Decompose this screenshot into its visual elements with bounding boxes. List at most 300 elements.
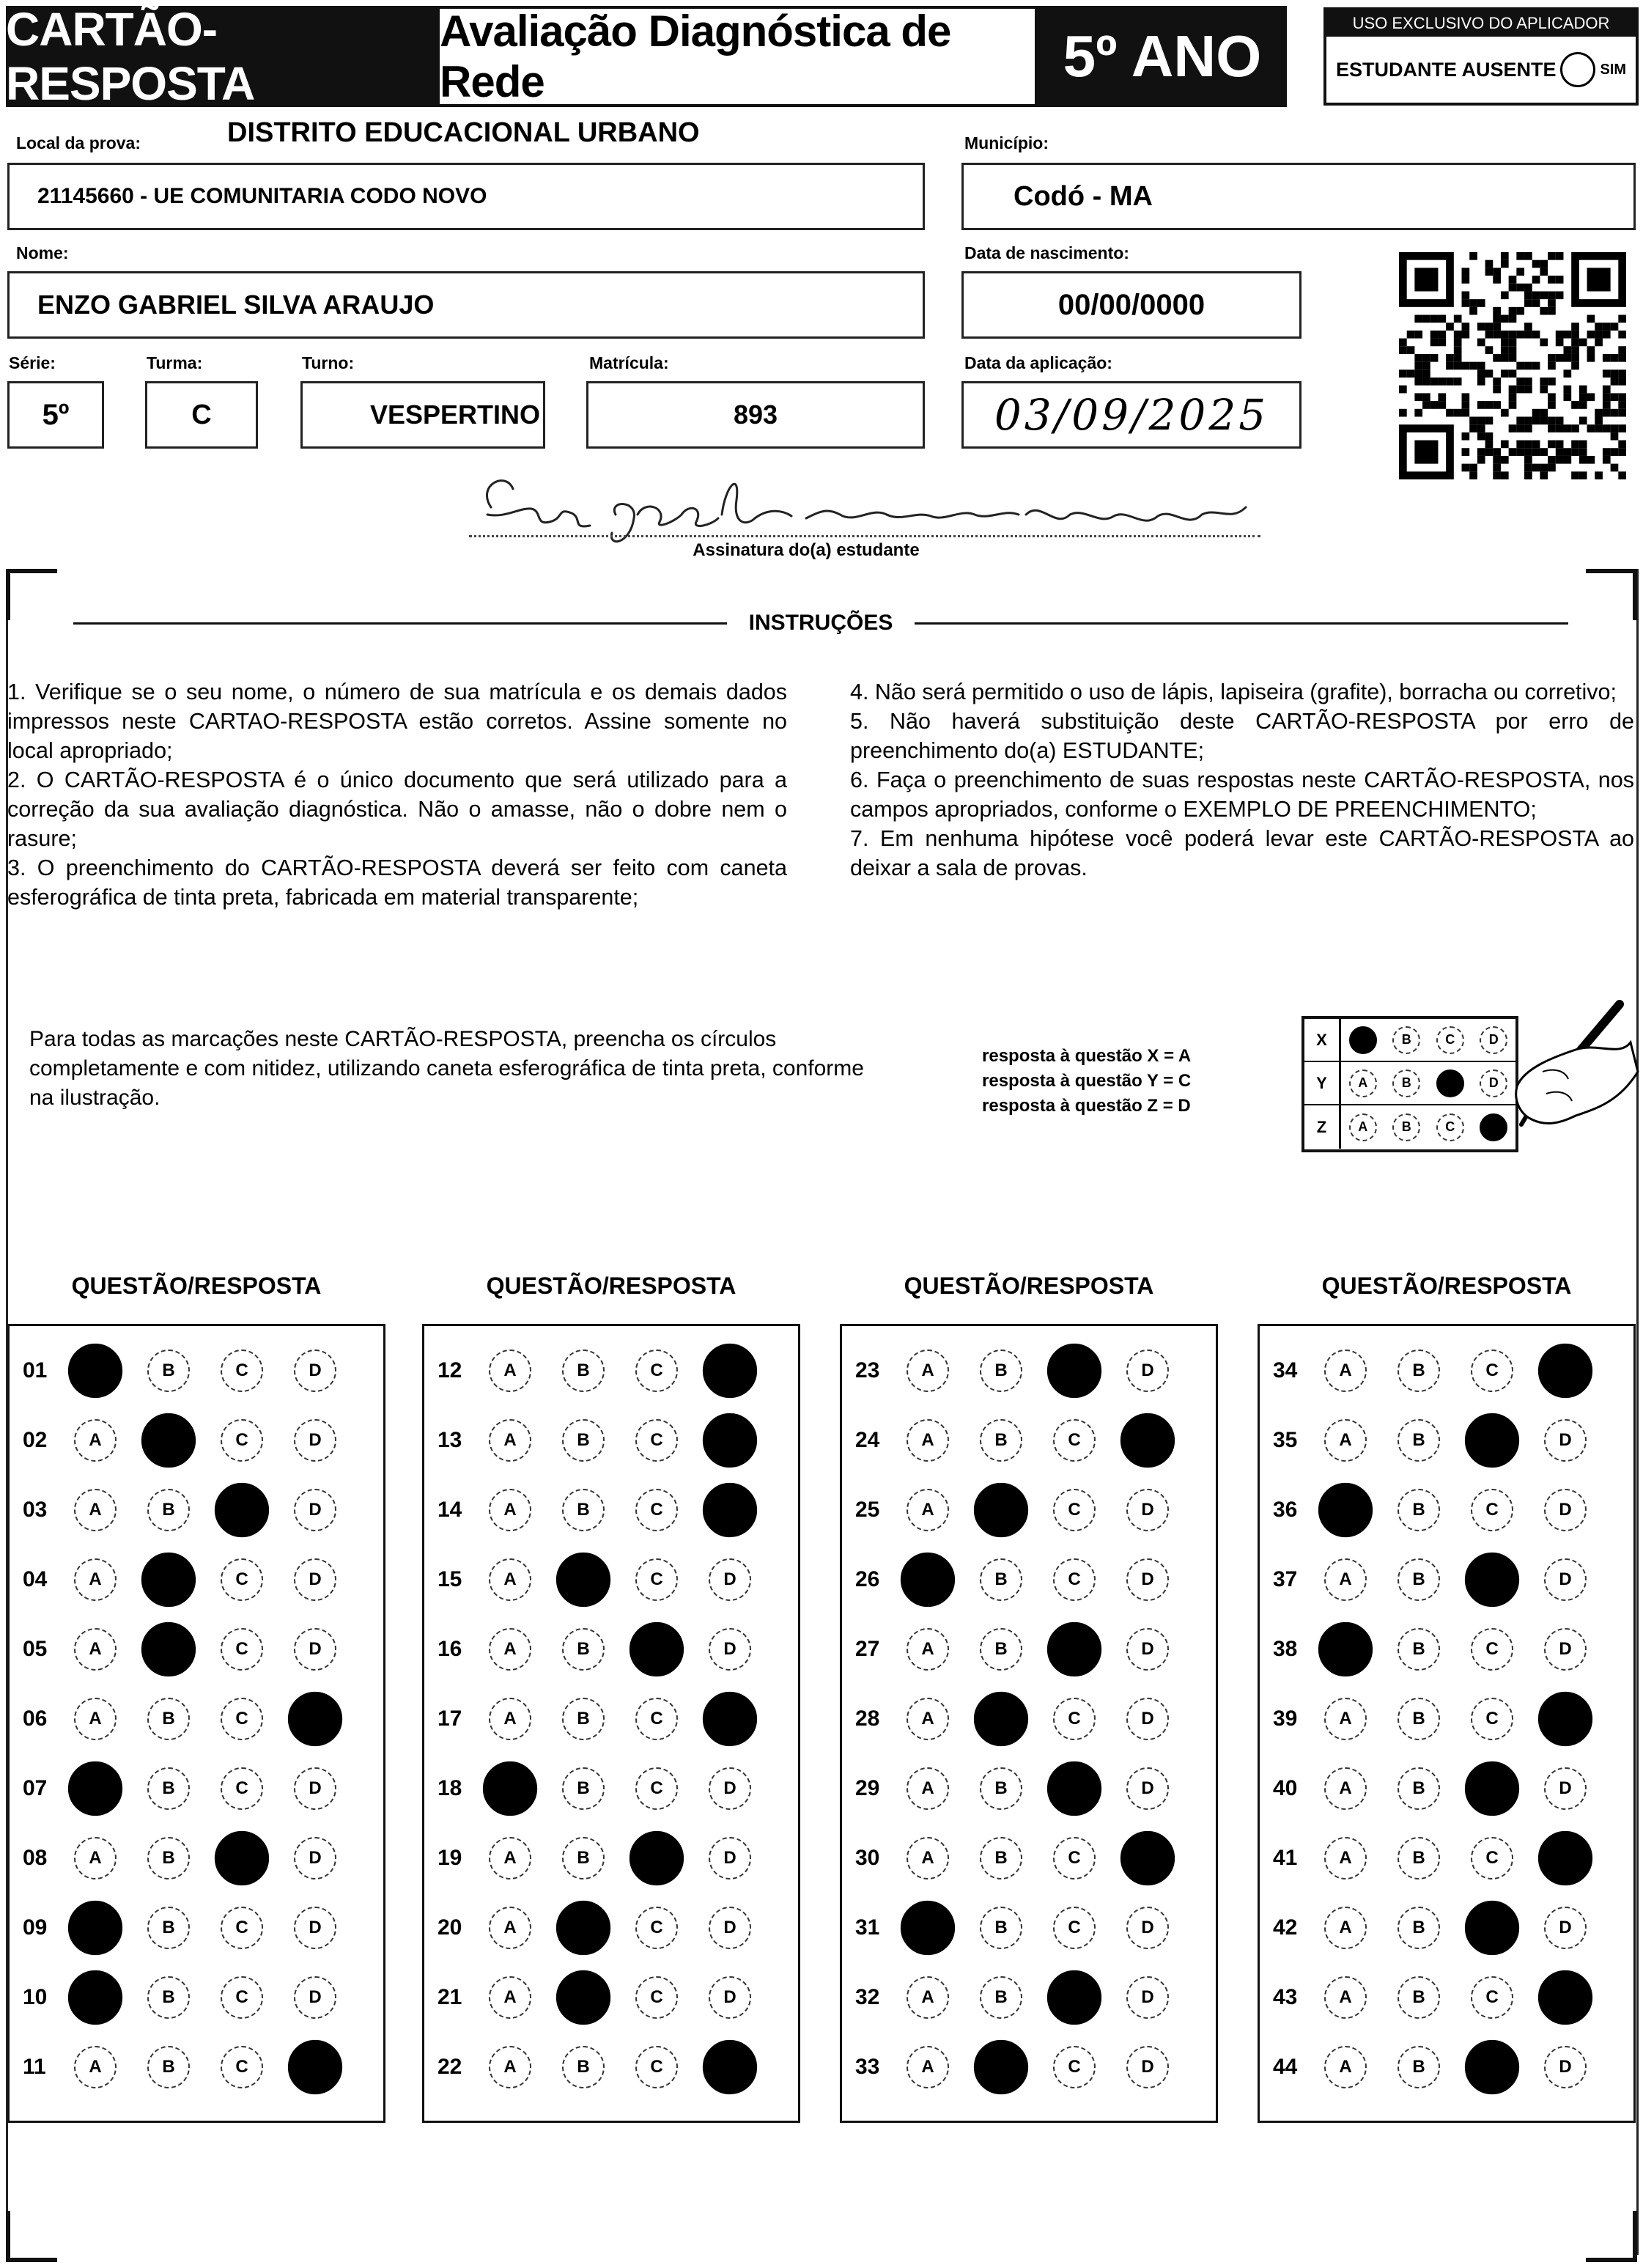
answer-bubble-a[interactable]: A bbox=[907, 1628, 949, 1671]
question-number: 44 bbox=[1273, 2055, 1298, 2079]
answer-bubble-d[interactable] bbox=[1120, 1831, 1175, 1885]
answer-bubble-c[interactable] bbox=[1465, 1413, 1519, 1468]
answer-bubble-d[interactable]: D bbox=[709, 1628, 751, 1671]
answer-bubble-c[interactable]: C bbox=[1053, 1558, 1096, 1601]
question-number: 39 bbox=[1273, 1706, 1298, 1731]
signature-line bbox=[469, 535, 1260, 537]
answer-bubble-a[interactable]: A bbox=[74, 1558, 117, 1601]
answer-bubble-c[interactable]: C bbox=[1471, 1350, 1513, 1392]
instructions-left bbox=[7, 677, 787, 912]
answer-bubble-c[interactable]: C bbox=[221, 1907, 263, 1949]
question-number: 18 bbox=[437, 1776, 462, 1800]
question-row bbox=[424, 1545, 798, 1614]
question-number: 43 bbox=[1273, 1985, 1298, 2009]
answer-bubble-b[interactable]: B bbox=[147, 1350, 190, 1392]
answer-bubble-a[interactable]: A bbox=[489, 1558, 531, 1601]
answer-bubble-c[interactable]: C bbox=[1471, 1698, 1513, 1740]
answer-bubble-b[interactable]: B bbox=[980, 1419, 1022, 1462]
answer-bubble-b[interactable]: B bbox=[562, 1698, 605, 1740]
answer-bubble-a[interactable]: A bbox=[907, 1837, 949, 1879]
answer-bubble-c[interactable]: C bbox=[1053, 1837, 1096, 1879]
answer-bubble-d[interactable]: D bbox=[1126, 1767, 1169, 1810]
applicator-box bbox=[1323, 7, 1639, 106]
answer-bubble-d[interactable]: D bbox=[1544, 1907, 1587, 1949]
answer-bubble-a[interactable]: A bbox=[489, 2046, 531, 2088]
question-row bbox=[10, 1615, 383, 1684]
absent-checkbox[interactable] bbox=[1560, 52, 1595, 87]
answer-bubble-d[interactable] bbox=[1538, 1970, 1592, 2025]
answer-bubble-b[interactable]: B bbox=[980, 1976, 1022, 2019]
answer-bubble-a[interactable]: A bbox=[1324, 1837, 1367, 1879]
answer-bubble-b[interactable]: B bbox=[562, 1837, 605, 1879]
answer-bubble-a[interactable]: A bbox=[907, 1767, 949, 1810]
answer-bubble-b[interactable]: B bbox=[1398, 1489, 1440, 1531]
answer-bubble-a[interactable]: A bbox=[74, 1419, 117, 1462]
question-row bbox=[842, 1963, 1216, 2032]
answer-bubble-a[interactable]: A bbox=[907, 1350, 949, 1392]
question-number: 06 bbox=[23, 1706, 48, 1731]
answer-bubble-c[interactable]: C bbox=[1471, 1628, 1513, 1671]
question-row bbox=[10, 1336, 383, 1405]
question-row bbox=[10, 1406, 383, 1475]
answer-bubble-c[interactable] bbox=[1465, 1761, 1519, 1816]
matricula-field: 893 bbox=[586, 381, 925, 449]
answer-bubble-c[interactable]: C bbox=[1053, 1698, 1096, 1740]
question-number: 05 bbox=[23, 1637, 48, 1661]
question-number: 30 bbox=[855, 1846, 880, 1870]
column-title: QUESTÃO/RESPOSTA bbox=[486, 1273, 736, 1299]
answer-bubble-d[interactable]: D bbox=[1126, 1558, 1169, 1601]
example-bubble: B bbox=[1392, 1069, 1420, 1097]
question-row bbox=[10, 1685, 383, 1753]
question-number: 41 bbox=[1273, 1846, 1298, 1870]
example-bubble: C bbox=[1436, 1026, 1464, 1054]
answer-bubble-a[interactable] bbox=[1318, 1483, 1373, 1537]
answer-bubble-c[interactable]: C bbox=[635, 2046, 678, 2088]
example-bubble: B bbox=[1392, 1026, 1420, 1054]
answer-bubble-b[interactable] bbox=[974, 1483, 1028, 1537]
answer-bubble-d[interactable]: D bbox=[1544, 1558, 1587, 1601]
answer-bubble-a[interactable]: A bbox=[907, 1698, 949, 1740]
question-row bbox=[1260, 1545, 1633, 1614]
answer-bubble-d[interactable]: D bbox=[709, 1837, 751, 1879]
answer-bubble-c[interactable]: C bbox=[1053, 1489, 1096, 1531]
answer-bubble-c[interactable]: C bbox=[635, 1907, 678, 1949]
municipio-field: Codó - MA bbox=[961, 163, 1636, 230]
question-row bbox=[424, 1963, 798, 2032]
answer-column bbox=[422, 1324, 800, 2123]
answer-bubble-d[interactable]: D bbox=[294, 1976, 336, 2019]
question-number: 14 bbox=[437, 1498, 462, 1522]
answer-bubble-d[interactable] bbox=[703, 1344, 757, 1398]
answer-bubble-b[interactable]: B bbox=[980, 1837, 1022, 1879]
answer-bubble-d[interactable]: D bbox=[1126, 1907, 1169, 1949]
answer-bubble-c[interactable]: C bbox=[221, 2046, 263, 2088]
instruction-2: 2. O CARTÃO-RESPOSTA é o único documento que será utilizado para a correção da sua avaliação diagnóstica. Não o amasse, não o dobre nem o rasure; bbox=[7, 767, 787, 851]
answer-bubble-c[interactable] bbox=[1047, 1344, 1101, 1398]
answer-bubble-c[interactable] bbox=[1047, 1761, 1101, 1816]
answer-bubble-c[interactable]: C bbox=[1471, 1489, 1513, 1531]
answer-bubble-a[interactable]: A bbox=[1324, 1558, 1367, 1601]
answer-bubble-a[interactable] bbox=[68, 1970, 122, 2025]
answer-bubble-a[interactable]: A bbox=[907, 1489, 949, 1531]
answer-bubble-d[interactable]: D bbox=[294, 1419, 336, 1462]
answer-bubble-a[interactable]: A bbox=[489, 1350, 531, 1392]
question-number: 24 bbox=[855, 1428, 880, 1452]
answer-bubble-d[interactable] bbox=[703, 1413, 757, 1468]
answer-bubble-b[interactable]: B bbox=[1398, 2046, 1440, 2088]
question-row bbox=[842, 1406, 1216, 1475]
answer-bubble-a[interactable]: A bbox=[489, 1419, 531, 1462]
question-number: 28 bbox=[855, 1706, 880, 1731]
answer-bubble-b[interactable]: B bbox=[562, 1419, 605, 1462]
example-bubble: B bbox=[1392, 1113, 1420, 1141]
answer-bubble-b[interactable]: B bbox=[980, 1558, 1022, 1601]
answer-bubble-a[interactable]: A bbox=[1324, 1698, 1367, 1740]
question-row bbox=[1260, 1476, 1633, 1544]
answer-bubble-a[interactable]: A bbox=[489, 1907, 531, 1949]
answer-bubble-b[interactable]: B bbox=[1398, 1837, 1440, 1879]
answer-bubble-a[interactable]: A bbox=[1324, 1767, 1367, 1810]
answer-bubble-d[interactable]: D bbox=[294, 1489, 336, 1531]
question-number: 29 bbox=[855, 1776, 880, 1800]
answer-bubble-b[interactable] bbox=[141, 1622, 196, 1676]
answer-bubble-d[interactable] bbox=[288, 1692, 342, 1746]
question-number: 01 bbox=[23, 1358, 48, 1382]
answer-column bbox=[840, 1324, 1218, 2123]
answer-bubble-c[interactable]: C bbox=[635, 1350, 678, 1392]
answer-bubble-c[interactable]: C bbox=[221, 1698, 263, 1740]
serie-field: 5º bbox=[7, 381, 104, 449]
answer-bubble-d[interactable] bbox=[703, 1692, 757, 1746]
answer-bubble-c[interactable] bbox=[215, 1831, 269, 1885]
answer-bubble-d[interactable]: D bbox=[294, 1558, 336, 1601]
answer-bubble-a[interactable] bbox=[68, 1901, 122, 1955]
answer-bubble-c[interactable]: C bbox=[635, 1767, 678, 1810]
answer-bubble-b[interactable]: B bbox=[562, 1628, 605, 1671]
serie-label: Série: bbox=[9, 353, 56, 372]
answer-bubble-d[interactable]: D bbox=[709, 1976, 751, 2019]
question-number: 27 bbox=[855, 1637, 880, 1661]
card-label: CARTÃO-RESPOSTA bbox=[6, 6, 437, 107]
answer-bubble-b[interactable]: B bbox=[980, 1907, 1022, 1949]
legend-x: resposta à questão X = A bbox=[982, 1046, 1192, 1066]
answer-bubble-c[interactable]: C bbox=[1471, 1837, 1513, 1879]
question-number: 38 bbox=[1273, 1637, 1298, 1661]
answer-bubble-b[interactable]: B bbox=[1398, 1976, 1440, 2019]
example-bubble: A bbox=[1349, 1069, 1377, 1097]
question-row bbox=[1260, 1336, 1633, 1405]
answer-bubble-a[interactable]: A bbox=[489, 1489, 531, 1531]
answer-column bbox=[1258, 1324, 1636, 2123]
instruction-5: 5. Não haverá substituição deste CARTÃO-RESPOSTA por erro de preenchimento do(a) ESTUDANTE; bbox=[850, 709, 1634, 763]
example-bubble: D bbox=[1480, 1069, 1507, 1097]
legend-y: resposta à questão Y = C bbox=[982, 1071, 1192, 1091]
answer-bubble-c[interactable]: C bbox=[221, 1558, 263, 1601]
question-number: 26 bbox=[855, 1567, 880, 1591]
answer-bubble-b[interactable]: B bbox=[1398, 1558, 1440, 1601]
answer-bubble-a[interactable]: A bbox=[74, 1698, 117, 1740]
answer-bubble-d[interactable] bbox=[703, 1483, 757, 1537]
answer-bubble-a[interactable]: A bbox=[1324, 1350, 1367, 1392]
answer-bubble-b[interactable]: B bbox=[562, 1489, 605, 1531]
answer-bubble-b[interactable]: B bbox=[562, 1350, 605, 1392]
question-row bbox=[842, 1685, 1216, 1753]
example-bubble bbox=[1436, 1069, 1464, 1097]
answer-bubble-c[interactable] bbox=[1465, 1553, 1519, 1607]
nascimento-label: Data de nascimento: bbox=[964, 243, 1129, 262]
answer-bubble-d[interactable]: D bbox=[1544, 1628, 1587, 1671]
aplicacao-field: 03/09/2025 bbox=[961, 381, 1302, 449]
answer-bubble-a[interactable]: A bbox=[489, 1628, 531, 1671]
answer-bubble-c[interactable] bbox=[215, 1483, 269, 1537]
answer-bubble-a[interactable]: A bbox=[907, 2046, 949, 2088]
question-row bbox=[424, 1824, 798, 1893]
aplicacao-label: Data da aplicação: bbox=[964, 353, 1112, 372]
answer-bubble-b[interactable] bbox=[556, 1553, 610, 1607]
question-row bbox=[1260, 1893, 1633, 1962]
answer-bubble-c[interactable] bbox=[1047, 1970, 1101, 2025]
grade-badge: 5º ANO bbox=[1038, 6, 1287, 107]
example-row-label: X bbox=[1304, 1019, 1341, 1061]
question-number: 23 bbox=[855, 1358, 880, 1382]
question-number: 12 bbox=[437, 1358, 462, 1382]
question-number: 11 bbox=[23, 2055, 46, 2079]
answer-bubble-b[interactable] bbox=[556, 1970, 610, 2025]
answer-bubble-a[interactable]: A bbox=[1324, 1976, 1367, 2019]
corner-mark-bottom-right bbox=[1586, 2211, 1637, 2262]
answer-bubble-b[interactable]: B bbox=[147, 1837, 190, 1879]
answer-bubble-c[interactable]: C bbox=[221, 1976, 263, 2019]
answer-bubble-b[interactable]: B bbox=[980, 1628, 1022, 1671]
answer-bubble-b[interactable]: B bbox=[1398, 1628, 1440, 1671]
answer-bubble-a[interactable] bbox=[68, 1761, 122, 1816]
question-number: 08 bbox=[23, 1846, 48, 1870]
answer-bubble-d[interactable]: D bbox=[709, 1558, 751, 1601]
answer-bubble-b[interactable] bbox=[974, 2040, 1028, 2094]
question-number: 25 bbox=[855, 1498, 880, 1522]
answer-bubble-d[interactable]: D bbox=[1544, 2046, 1587, 2088]
answer-bubble-d[interactable]: D bbox=[1126, 1350, 1169, 1392]
answer-bubble-d[interactable] bbox=[703, 2040, 757, 2094]
question-row bbox=[424, 1754, 798, 1823]
answer-bubble-c[interactable]: C bbox=[635, 1489, 678, 1531]
answer-bubble-b[interactable]: B bbox=[147, 1698, 190, 1740]
answer-bubble-c[interactable]: C bbox=[1053, 1419, 1096, 1462]
local-field: 21145660 - UE COMUNITARIA CODO NOVO bbox=[7, 163, 925, 230]
instruction-3: 3. O preenchimento do CARTÃO-RESPOSTA deverá ser feito com caneta esferográfica de tinta preta, fabricada em material transparente; bbox=[7, 855, 787, 910]
question-number: 16 bbox=[437, 1637, 462, 1661]
qr-code bbox=[1395, 252, 1630, 479]
local-heading: DISTRITO EDUCACIONAL URBANO bbox=[227, 117, 700, 148]
question-number: 04 bbox=[23, 1567, 48, 1591]
example-bubble: C bbox=[1436, 1113, 1464, 1141]
answer-bubble-b[interactable]: B bbox=[1398, 1907, 1440, 1949]
answer-bubble-b[interactable] bbox=[974, 1692, 1028, 1746]
question-number: 40 bbox=[1273, 1776, 1298, 1800]
question-row bbox=[10, 1963, 383, 2032]
answer-bubble-c[interactable]: C bbox=[221, 1767, 263, 1810]
instructions-right bbox=[850, 677, 1634, 883]
question-row bbox=[842, 1476, 1216, 1544]
answer-bubble-c[interactable]: C bbox=[221, 1350, 263, 1392]
answer-bubble-b[interactable]: B bbox=[1398, 1698, 1440, 1740]
answer-bubble-a[interactable]: A bbox=[489, 1976, 531, 2019]
answer-bubble-c[interactable] bbox=[629, 1622, 684, 1676]
question-row bbox=[10, 1545, 383, 1614]
answer-bubble-c[interactable] bbox=[1465, 1901, 1519, 1955]
local-label: Local da prova: bbox=[16, 133, 141, 152]
question-number: 36 bbox=[1273, 1498, 1298, 1522]
answer-bubble-a[interactable]: A bbox=[907, 1976, 949, 2019]
answer-bubble-b[interactable]: B bbox=[980, 1350, 1022, 1392]
question-number: 31 bbox=[855, 1915, 880, 1940]
answer-bubble-c[interactable]: C bbox=[635, 1976, 678, 2019]
answer-bubble-b[interactable] bbox=[141, 1413, 196, 1468]
answer-bubble-a[interactable]: A bbox=[74, 1489, 117, 1531]
answer-bubble-a[interactable]: A bbox=[74, 1628, 117, 1671]
answer-bubble-b[interactable]: B bbox=[1398, 1767, 1440, 1810]
answer-bubble-d[interactable]: D bbox=[1544, 1767, 1587, 1810]
answer-bubble-d[interactable]: D bbox=[1126, 1698, 1169, 1740]
answer-bubble-b[interactable]: B bbox=[562, 1767, 605, 1810]
answer-bubble-d[interactable]: D bbox=[1544, 1419, 1587, 1462]
example-row-label: Z bbox=[1304, 1105, 1341, 1149]
column-title: QUESTÃO/RESPOSTA bbox=[904, 1273, 1154, 1299]
answer-bubble-d[interactable]: D bbox=[294, 1907, 336, 1949]
instruction-1: 1. Verifique se o seu nome, o número de sua matrícula e os demais dados impressos neste CARTAO-RESPOSTA estão corretos. Assine somente no local apropriado; bbox=[7, 680, 787, 763]
answer-bubble-a[interactable]: A bbox=[1324, 1907, 1367, 1949]
absent-label: ESTUDANTE AUSENTE bbox=[1335, 58, 1557, 81]
answer-bubble-d[interactable] bbox=[1120, 1413, 1175, 1468]
answer-bubble-b[interactable]: B bbox=[562, 2046, 605, 2088]
answer-bubble-c[interactable]: C bbox=[221, 1628, 263, 1671]
answer-bubble-d[interactable]: D bbox=[294, 1767, 336, 1810]
answer-bubble-c[interactable]: C bbox=[221, 1419, 263, 1462]
answer-bubble-a[interactable]: A bbox=[489, 1837, 531, 1879]
answer-bubble-a[interactable]: A bbox=[74, 2046, 117, 2088]
answer-bubble-a[interactable] bbox=[901, 1901, 955, 1955]
question-row bbox=[424, 1685, 798, 1753]
corner-mark-top-left bbox=[6, 569, 57, 620]
question-row bbox=[1260, 1406, 1633, 1475]
municipio-label: Município: bbox=[964, 133, 1049, 152]
answer-bubble-d[interactable]: D bbox=[709, 1767, 751, 1810]
question-row bbox=[1260, 1754, 1633, 1823]
answer-bubble-c[interactable]: C bbox=[635, 1698, 678, 1740]
example-bubble: A bbox=[1349, 1113, 1377, 1141]
question-number: 19 bbox=[437, 1846, 462, 1870]
turma-label: Turma: bbox=[147, 353, 203, 372]
question-row bbox=[424, 1893, 798, 1962]
answer-bubble-b[interactable]: B bbox=[147, 1907, 190, 1949]
answer-bubble-d[interactable]: D bbox=[1126, 1628, 1169, 1671]
nome-field: ENZO GABRIEL SILVA ARAUJO bbox=[7, 271, 925, 339]
answer-bubble-b[interactable]: B bbox=[147, 1489, 190, 1531]
question-row bbox=[10, 1476, 383, 1544]
answer-bubble-c[interactable] bbox=[1465, 2040, 1519, 2094]
answer-column bbox=[7, 1324, 385, 2123]
answer-bubble-b[interactable]: B bbox=[980, 1767, 1022, 1810]
answer-bubble-d[interactable] bbox=[1538, 1692, 1592, 1746]
answer-bubble-d[interactable] bbox=[1538, 1831, 1592, 1885]
answer-bubble-a[interactable] bbox=[68, 1344, 122, 1398]
answer-bubble-a[interactable] bbox=[901, 1553, 955, 1607]
answer-bubble-d[interactable]: D bbox=[294, 1628, 336, 1671]
answer-bubble-a[interactable] bbox=[1318, 1622, 1373, 1676]
answer-bubble-d[interactable]: D bbox=[294, 1350, 336, 1392]
answer-bubble-c[interactable]: C bbox=[1053, 1907, 1096, 1949]
answer-bubble-b[interactable]: B bbox=[1398, 1419, 1440, 1462]
question-row bbox=[842, 1893, 1216, 1962]
answer-bubble-d[interactable] bbox=[1538, 1344, 1592, 1398]
answer-bubble-d[interactable]: D bbox=[1126, 1489, 1169, 1531]
hand-pen-illustration bbox=[1473, 998, 1642, 1145]
answer-bubble-d[interactable]: D bbox=[709, 1907, 751, 1949]
answer-bubble-a[interactable]: A bbox=[1324, 1419, 1367, 1462]
question-row bbox=[424, 1615, 798, 1684]
question-number: 22 bbox=[437, 2055, 462, 2079]
turno-label: Turno: bbox=[302, 353, 355, 372]
answer-bubble-c[interactable]: C bbox=[635, 1419, 678, 1462]
turno-field: VESPERTINO bbox=[300, 381, 545, 449]
answer-bubble-c[interactable] bbox=[1047, 1622, 1101, 1676]
answer-bubble-b[interactable] bbox=[556, 1901, 610, 1955]
answer-bubble-c[interactable] bbox=[629, 1831, 684, 1885]
question-row bbox=[424, 1476, 798, 1544]
question-number: 10 bbox=[23, 1985, 48, 2009]
example-bubble bbox=[1349, 1026, 1377, 1054]
answer-bubble-a[interactable]: A bbox=[489, 1698, 531, 1740]
fill-legend bbox=[982, 1044, 1275, 1119]
fill-instructions: Para todas as marcações neste CARTÃO-RESPOSTA, preencha os círculos completamente e com nitidez, utilizando caneta esferográfica de tinta preta, conforme na ilustração. bbox=[29, 1027, 864, 1110]
answer-bubble-d[interactable]: D bbox=[1126, 1976, 1169, 2019]
question-row bbox=[1260, 1615, 1633, 1684]
answer-bubble-d[interactable]: D bbox=[1126, 2046, 1169, 2088]
answer-bubble-d[interactable] bbox=[288, 2040, 342, 2094]
answer-bubble-b[interactable]: B bbox=[147, 1767, 190, 1810]
absent-option: SIM bbox=[1600, 61, 1627, 78]
legend-z: resposta à questão Z = D bbox=[982, 1096, 1191, 1116]
answer-bubble-b[interactable]: B bbox=[1398, 1350, 1440, 1392]
question-number: 07 bbox=[23, 1776, 48, 1800]
answer-bubble-b[interactable]: B bbox=[147, 1976, 190, 2019]
question-row bbox=[842, 1336, 1216, 1405]
answer-bubble-d[interactable]: D bbox=[1544, 1489, 1587, 1531]
answer-bubble-a[interactable] bbox=[483, 1761, 537, 1816]
answer-bubble-b[interactable] bbox=[141, 1553, 196, 1607]
question-row bbox=[842, 1754, 1216, 1823]
question-row bbox=[10, 1893, 383, 1962]
instruction-7: 7. Em nenhuma hipótese você poderá levar este CARTÃO-RESPOSTA ao deixar a sala de provas. bbox=[850, 826, 1634, 880]
answer-bubble-c[interactable]: C bbox=[635, 1558, 678, 1601]
answer-bubble-a[interactable]: A bbox=[907, 1419, 949, 1462]
column-title: QUESTÃO/RESPOSTA bbox=[1321, 1273, 1572, 1299]
answer-bubble-b[interactable]: B bbox=[147, 2046, 190, 2088]
frame-right bbox=[1636, 569, 1639, 2255]
question-row bbox=[842, 1824, 1216, 1893]
corner-mark-bottom-left bbox=[6, 2211, 57, 2262]
answer-bubble-c[interactable]: C bbox=[1471, 1976, 1513, 2019]
answer-bubble-a[interactable]: A bbox=[1324, 2046, 1367, 2088]
answer-bubble-c[interactable]: C bbox=[1053, 2046, 1096, 2088]
turma-field: C bbox=[145, 381, 258, 449]
question-number: 35 bbox=[1273, 1428, 1298, 1452]
question-row bbox=[10, 1824, 383, 1893]
answer-bubble-d[interactable]: D bbox=[294, 1837, 336, 1879]
answer-bubble-a[interactable]: A bbox=[74, 1837, 117, 1879]
question-number: 03 bbox=[23, 1498, 48, 1522]
